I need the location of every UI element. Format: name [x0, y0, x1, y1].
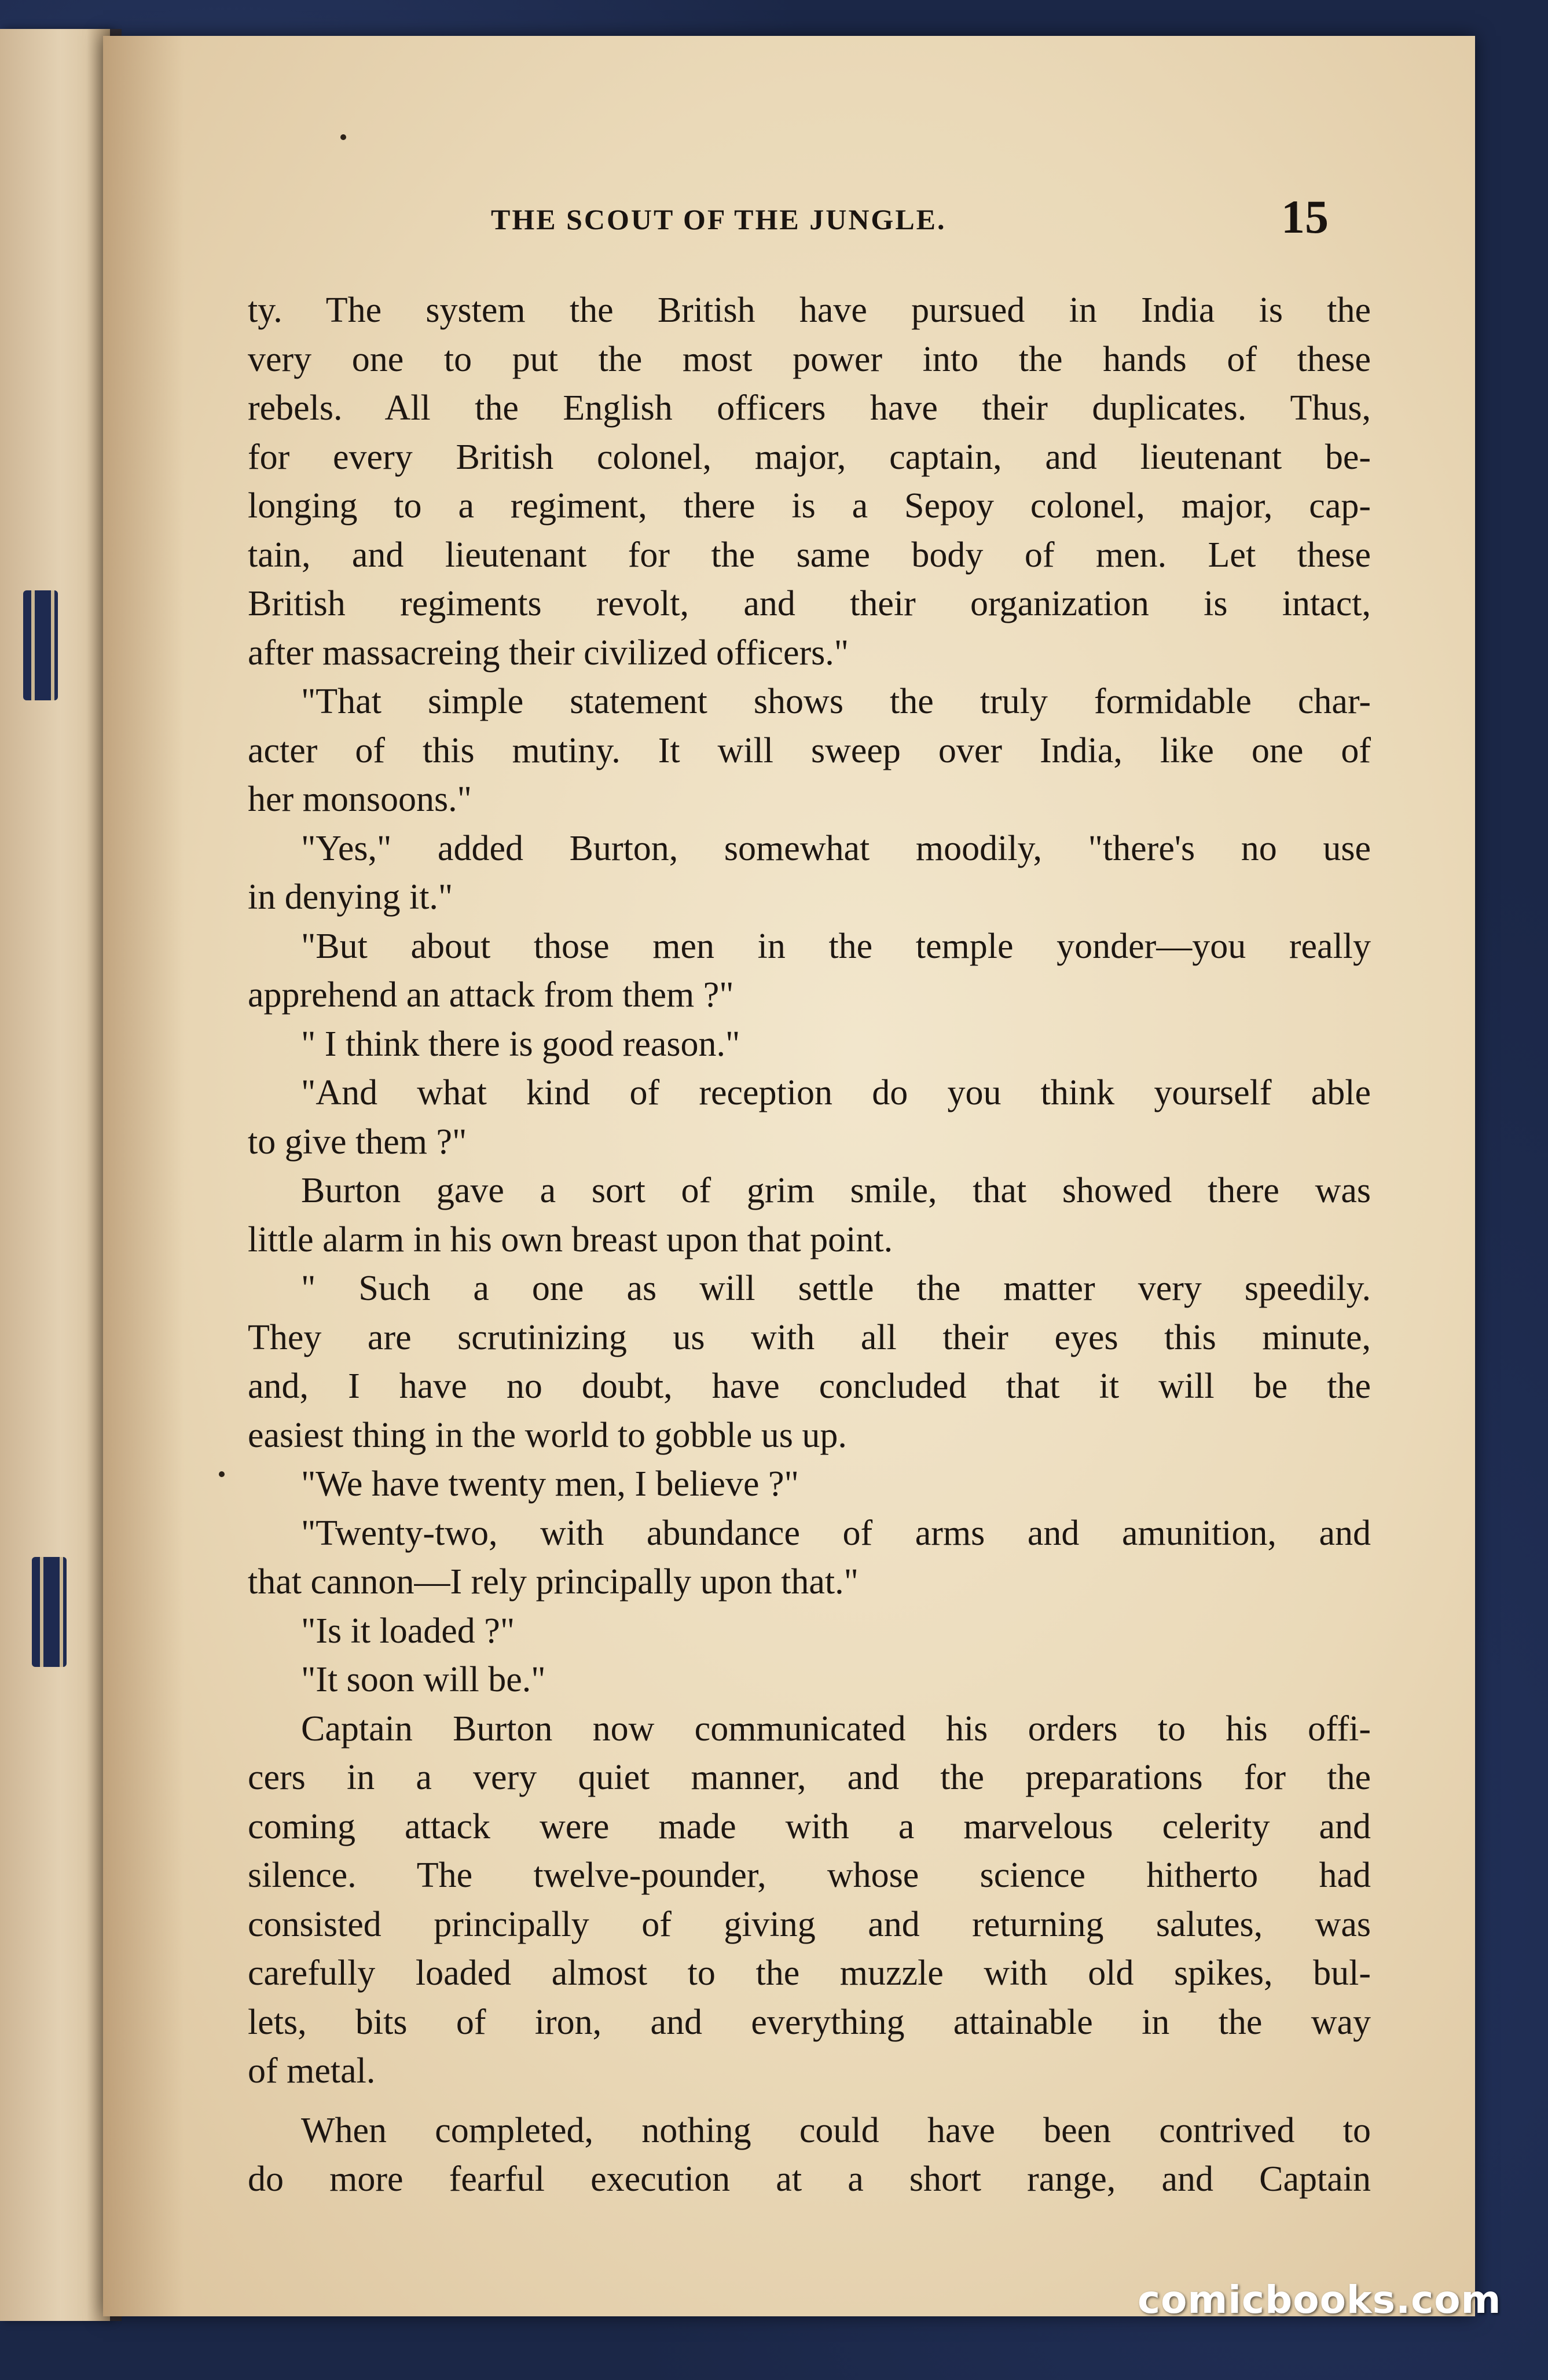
text-line: " Such a one as will settle the matter very speedily.: [301, 1269, 1371, 1308]
text-line: that cannon—I rely principally upon that.": [248, 1562, 859, 1602]
text-line: after massacreing their civilized officers.": [248, 633, 849, 673]
text-line: to give them ?": [248, 1122, 467, 1162]
text-line: When completed, nothing could have been contrived to: [301, 2110, 1371, 2150]
text-line: British regiments revolt, and their organization is intact,: [248, 584, 1371, 623]
text-line: and, I have no doubt, have concluded that it will be the: [248, 1367, 1371, 1406]
text-line: do more fearful execution at a short range, and Captain: [248, 2159, 1371, 2199]
text-line: in denying it.": [248, 877, 453, 917]
text-line: silence. The twelve-pounder, whose science hitherto had: [248, 1856, 1371, 1895]
text-line: rebels. All the English officers have their duplicates. Thus,: [248, 388, 1371, 428]
text-line: consisted principally of giving and returning salutes, was: [248, 1904, 1371, 1944]
text-line: Burton gave a sort of grim smile, that showed there was: [301, 1171, 1371, 1210]
text-line: acter of this mutiny. It will sweep over India, like one of: [248, 730, 1371, 770]
page-speck: [219, 1471, 225, 1477]
text-line: tain, and lieutenant for the same body of men. Let these: [248, 535, 1371, 575]
text-line: apprehend an attack from them ?": [248, 975, 734, 1015]
book-page: [103, 36, 1475, 2316]
text-line: " I think there is good reason.": [301, 1024, 740, 1064]
running-head: THE SCOUT OF THE JUNGLE.: [491, 203, 947, 236]
text-line: lets, bits of iron, and everything attainable in the way: [248, 2002, 1371, 2042]
page-speck: [340, 134, 346, 140]
text-line: very one to put the most power into the hands of these: [248, 339, 1371, 379]
text-line: little alarm in his own breast upon that point.: [248, 1220, 893, 1259]
text-line: cers in a very quiet manner, and the preparations for the: [248, 1758, 1371, 1797]
text-line: "But about those men in the temple yonder—you really: [301, 926, 1371, 966]
text-line: "And what kind of reception do you think yourself able: [301, 1073, 1371, 1112]
page-number: 15: [1281, 190, 1329, 243]
text-line: carefully loaded almost to the muzzle with old spikes, bul-: [248, 1953, 1371, 1993]
text-line: They are scrutinizing us with all their eyes this minute,: [248, 1317, 1371, 1357]
text-line: "It soon will be.": [301, 1660, 546, 1699]
binding-staple-top: [23, 590, 58, 700]
text-line: ty. The system the British have pursued in India is the: [248, 291, 1371, 330]
text-line: her monsoons.": [248, 780, 472, 819]
text-line: longing to a regiment, there is a Sepoy colonel, major, cap-: [248, 486, 1371, 526]
text-line: "Yes," added Burton, somewhat moodily, "there's no use: [301, 828, 1371, 868]
text-line: easiest thing in the world to gobble us up.: [248, 1415, 847, 1455]
text-line: "That simple statement shows the truly formidable char-: [301, 682, 1371, 721]
text-line: coming attack were made with a marvelous celerity and: [248, 1806, 1371, 1846]
body-text: [248, 286, 1371, 2204]
text-line: for every British colonel, major, captain, and lieutenant be-: [248, 437, 1371, 477]
binding-staple-bottom: [32, 1557, 67, 1667]
text-line: "Twenty-two, with abundance of arms and amunition, and: [301, 1513, 1371, 1553]
text-line: Captain Burton now communicated his orders to his offi-: [301, 1709, 1371, 1749]
watermark: comicbooks.com: [1138, 2278, 1502, 2322]
page-header: [103, 179, 1475, 249]
text-line: "Is it loaded ?": [301, 1611, 515, 1651]
text-line: "We have twenty men, I believe ?": [301, 1464, 799, 1504]
text-line: of metal.: [248, 2051, 376, 2091]
